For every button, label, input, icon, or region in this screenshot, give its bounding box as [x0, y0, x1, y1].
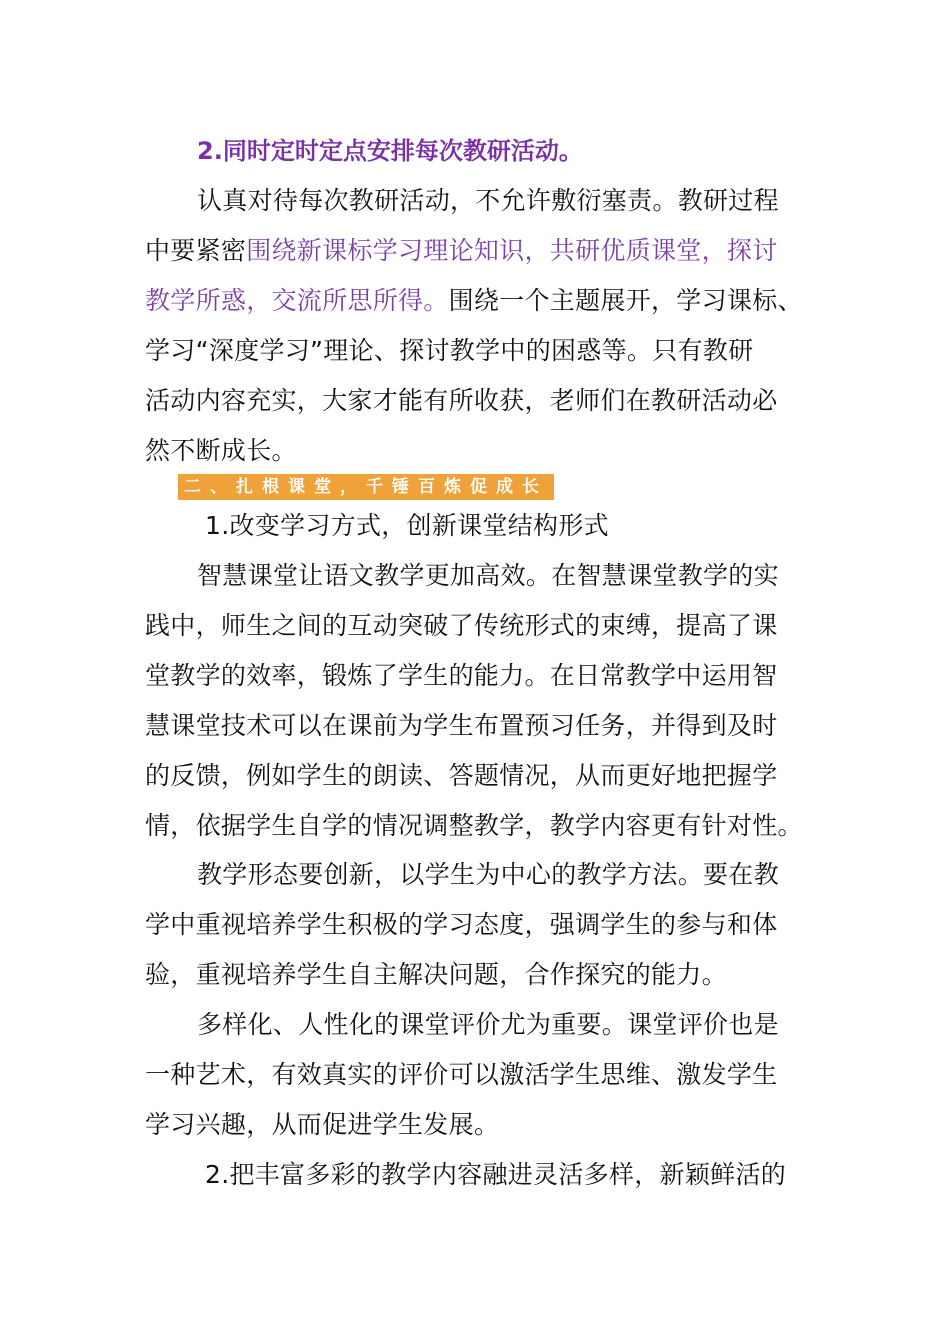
paragraph-line: 学习“深度学习”理论、探讨教学中的困惑等。只有教研 — [145, 336, 754, 365]
paragraph-line — [145, 286, 803, 316]
text-run: 围绕一个主题展开，学习课标、 — [448, 286, 803, 315]
paragraph-line — [145, 236, 778, 266]
paragraph-line: 践中，师生之间的互动突破了传统形式的束缚，提高了课 — [145, 611, 778, 640]
paragraph-line: 多样化、人性化的课堂评价尤为重要。课堂评价也是 — [197, 1010, 779, 1039]
subheading-2: 2.把丰富多彩的教学内容融进灵活多样，新颖鲜活的 — [205, 1160, 787, 1189]
paragraph-line: 学中重视培养学生积极的学习态度，强调学生的参与和体 — [145, 910, 778, 939]
highlighted-text: 教学所惑，交流所思所得。 — [145, 286, 449, 315]
paragraph-line: 认真对待每次教研活动，不允许敷衍塞责。教研过程 — [197, 186, 779, 215]
subheading-1: 1.改变学习方式，创新课堂结构形式 — [205, 511, 609, 540]
paragraph-line: 然不断成长。 — [145, 436, 297, 465]
highlighted-text: 围绕新课标学习理论知识，共研优质课堂，探讨 — [246, 236, 778, 265]
paragraph-line: 活动内容充实，大家才能有所收获，老师们在教研活动必 — [145, 386, 778, 415]
paragraph-line: 情，依据学生自学的情况调整教学，教学内容更有针对性。 — [145, 811, 803, 840]
paragraph-line: 验，重视培养学生自主解决问题，合作探究的能力。 — [145, 960, 727, 989]
paragraph-line: 堂教学的效率，锻炼了学生的能力。在日常教学中运用智 — [145, 661, 778, 690]
paragraph-line: 学习兴趣，从而促进学生发展。 — [145, 1110, 500, 1139]
paragraph-line: 的反馈，例如学生的朗读、答题情况，从而更好地把握学 — [145, 761, 778, 790]
section-banner: 二、扎根课堂，千锤百炼促成长 — [178, 474, 554, 500]
paragraph-line: 教学形态要创新，以学生为中心的教学方法。要在教 — [197, 860, 779, 889]
paragraph-line: 智慧课堂让语文教学更加高效。在智慧课堂教学的实 — [197, 561, 779, 590]
text-run: 中要紧密 — [145, 236, 247, 265]
paragraph-line: 一种艺术，有效真实的评价可以激活学生思维、激发学生 — [145, 1060, 778, 1089]
paragraph-line: 慧课堂技术可以在课前为学生布置预习任务，并得到及时 — [145, 711, 778, 740]
section-heading-2: 2.同时定时定点安排每次教研活动。 — [197, 137, 583, 165]
